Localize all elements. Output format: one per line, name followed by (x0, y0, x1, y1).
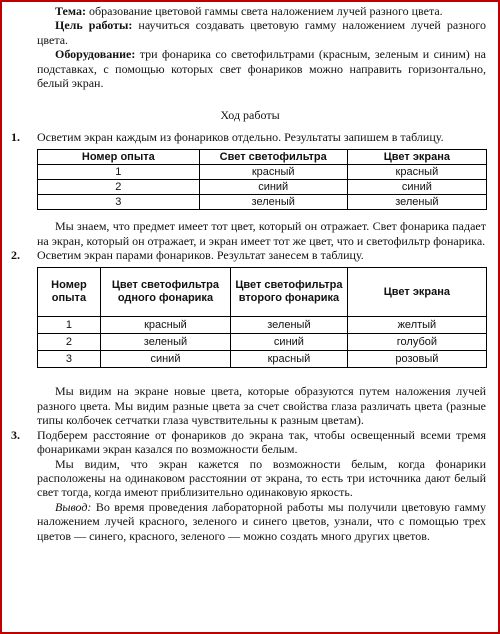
table-cell: 1 (38, 317, 101, 334)
paragraph-after-table-1: Мы знаем, что предмет имеет тот цвет, который он отражает. Свет фонарика падает на экран, который он отражает, и экран имеет тот же цвет, что и светофильтр фонарика. (37, 219, 486, 248)
topic-paragraph (37, 4, 486, 18)
table-cell: 3 (38, 351, 101, 368)
table-cell: синий (231, 334, 348, 351)
results-table-2 (37, 267, 487, 368)
table2-header-cell: Цвет экрана (347, 268, 486, 317)
step-2 (2, 248, 498, 262)
goal-paragraph (37, 18, 486, 47)
table-cell: розовый (347, 351, 486, 368)
table-cell: зеленый (231, 317, 348, 334)
table1-header-cell: Номер опыта (38, 150, 200, 165)
table1-header-row (38, 150, 487, 165)
step-1-number: 1. (11, 129, 20, 144)
step-1-text: Осветим экран каждым из фонариков отдельно. Результаты запишем в таблицу. (37, 129, 444, 144)
table-cell: синий (199, 180, 347, 195)
paragraph-step-3: Мы видим, что экран кажется по возможности белым, когда фонарики расположены на одинаковом расстоянии от экрана, то есть три источника дают белый свет тогда, когда имеют приблизительно одинаковую яркость. (37, 456, 486, 500)
table-cell: синий (347, 180, 486, 195)
table-row (38, 180, 487, 195)
table-cell: синий (100, 351, 230, 368)
topic-label: Тема: (55, 4, 86, 18)
table-cell: красный (347, 165, 486, 180)
equipment-paragraph (37, 47, 486, 90)
results-table-1 (37, 149, 487, 210)
table-row (38, 334, 487, 351)
table-cell: зеленый (199, 195, 347, 210)
paragraph-after-table-2: Мы видим на экране новые цвета, которые образуются путем наложения лучей разного цвета. Мы видим разные цвета за счет свойства глаза различать цвета (разные типы колбочек сетчатки глаза чувствительны к разным цветам). (37, 384, 486, 428)
equipment-text: три фонарика со светофильтрами (красным, зеленым и синим) на подставках, с помощью которых свет фонариков можно направить горизонтально, белый экран. (37, 47, 486, 91)
table-cell: зеленый (347, 195, 486, 210)
section-heading: Ход работы (220, 108, 280, 123)
table2-header-cell: Цвет светофильтра одного фонарика (100, 268, 230, 317)
step-3-text: Подберем расстояние от фонариков до экрана так, чтобы освещенный всеми тремя фонариками экран казался по возможности белым. (37, 427, 486, 457)
table-cell: 2 (38, 180, 200, 195)
step-2-number: 2. (11, 248, 20, 263)
table2-header-row (38, 268, 487, 317)
conclusion-text: Во время проведения лабораторной работы мы получили цветовую гамму наложением лучей красного, зеленого и синего цветов, узнали, что с помощью трех цветов — синего, красного, зеленого — можно создать много других цветов. (37, 499, 486, 543)
step-3-number: 3. (11, 427, 20, 442)
conclusion-label: Вывод: (55, 499, 92, 514)
topic-text: образование цветовой гаммы света наложением лучей разного цвета. (85, 4, 443, 18)
table-row (38, 195, 487, 210)
table2-header-cell: Цвет светофильтра второго фонарика (231, 268, 348, 317)
table-row (38, 351, 487, 368)
table1-header-cell: Цвет экрана (347, 150, 486, 165)
step-2-text: Осветим экран парами фонариков. Результат занесем в таблицу. (37, 248, 364, 263)
table-cell: голубой (347, 334, 486, 351)
table-cell: красный (231, 351, 348, 368)
step-1 (2, 130, 498, 144)
table1-header-cell: Свет светофильтра (199, 150, 347, 165)
goal-label: Цель работы: (55, 18, 133, 33)
goal-text: научиться создавать цветовую гамму наложением лучей разного цвета. (37, 18, 486, 47)
table-cell: 3 (38, 195, 200, 210)
table-cell: желтый (347, 317, 486, 334)
equipment-label: Оборудование: (55, 47, 136, 62)
conclusion-paragraph (2, 500, 498, 543)
table-cell: красный (199, 165, 347, 180)
step-3 (2, 428, 498, 457)
table-row (38, 317, 487, 334)
table-cell: 2 (38, 334, 101, 351)
table-cell: 1 (38, 165, 200, 180)
intro-block (2, 2, 498, 90)
table-row (38, 165, 487, 180)
table-cell: красный (100, 317, 230, 334)
table-cell: зеленый (100, 334, 230, 351)
table2-header-cell: Номер опыта (38, 268, 101, 317)
